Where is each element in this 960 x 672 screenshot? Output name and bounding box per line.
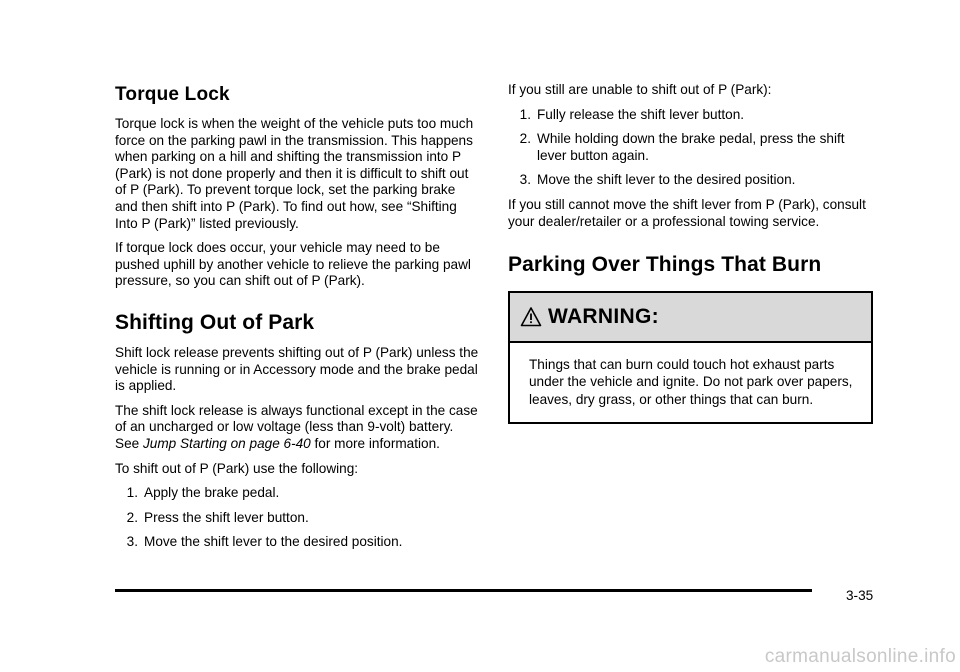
page-number: 3-35 (846, 588, 874, 603)
shifting-out-of-park-heading: Shifting Out of Park (115, 310, 315, 334)
step-text: Apply the brake pedal. (144, 485, 280, 501)
step-text: Press the shift lever button. (144, 509, 309, 525)
shifting-paragraph-3: To shift out of P (Park) use the following: (115, 460, 359, 476)
warning-triangle-icon (520, 306, 542, 328)
list-item (115, 534, 480, 551)
step-number: 2. (519, 131, 531, 147)
step-text: While holding down the brake pedal, press the shift lever button again. (537, 131, 845, 163)
step-number: 3. (519, 172, 531, 188)
torque-lock-heading: Torque Lock (115, 84, 230, 105)
watermark: carmanualsonline.info (764, 646, 956, 667)
step-number: 2. (126, 509, 138, 525)
torque-lock-paragraph-2: If torque lock does occur, your vehicle may need to be pushed uphill by another vehicle to relieve the parking pawl pressure, so you can shift out of P (Park). (115, 240, 471, 289)
shift-out-steps-list (115, 485, 480, 551)
still-unable-intro: If you still are unable to shift out of P (Park): (508, 82, 772, 97)
footer-rule (115, 589, 812, 592)
list-item (115, 510, 480, 527)
list-item (508, 131, 876, 164)
left-column (115, 82, 480, 559)
parking-over-things-heading: Parking Over Things That Burn (508, 253, 822, 277)
step-number: 1. (519, 106, 531, 122)
shifting-paragraph-2-tail: for more information. (310, 435, 440, 451)
shifting-paragraph-2 (115, 403, 480, 453)
list-item (508, 107, 876, 124)
warning-box (508, 291, 873, 424)
shifting-paragraph-2-text: The shift lock release is always functional except in the case of an uncharged or low voltage (less than 9-volt) battery. See (115, 402, 478, 451)
right-column (508, 82, 876, 424)
warning-text: Things that can burn could touch hot exhaust parts under the vehicle and ignite. Do not park over papers, leaves, dry grass, or other things that can burn. (529, 357, 853, 407)
still-unable-steps-list (508, 107, 876, 189)
list-item (508, 172, 876, 189)
warning-title: WARNING: (548, 305, 659, 329)
warning-header (510, 293, 871, 343)
warning-body (510, 343, 871, 422)
torque-lock-paragraph-1: Torque lock is when the weight of the vehicle puts too much force on the parking pawl in the transmission. This happens when parking on a hill and shifting the transmission into P (Park) is not done properly and then it is difficult to shift out of P (Park). To prevent torque lock, set the parking brake and then shift into P (Park). To find out how, see “Shifting Into P (Park)” listed previously. (115, 116, 474, 231)
jump-starting-reference-link[interactable]: Jump Starting on page 6-40 (142, 435, 311, 451)
step-text: Move the shift lever to the desired position. (537, 172, 796, 188)
list-item (115, 485, 480, 502)
step-text: Fully release the shift lever button. (537, 106, 745, 122)
step-number: 1. (126, 485, 138, 501)
shifting-paragraph-1: Shift lock release prevents shifting out of P (Park) unless the vehicle is running or in Accessory mode and the brake pedal is applied. (115, 344, 479, 394)
still-cannot-paragraph: If you still cannot move the shift lever from P (Park), consult your dealer/retailer or a professional towing service. (508, 196, 866, 229)
step-number: 3. (126, 534, 138, 550)
step-text: Move the shift lever to the desired position. (144, 534, 403, 550)
